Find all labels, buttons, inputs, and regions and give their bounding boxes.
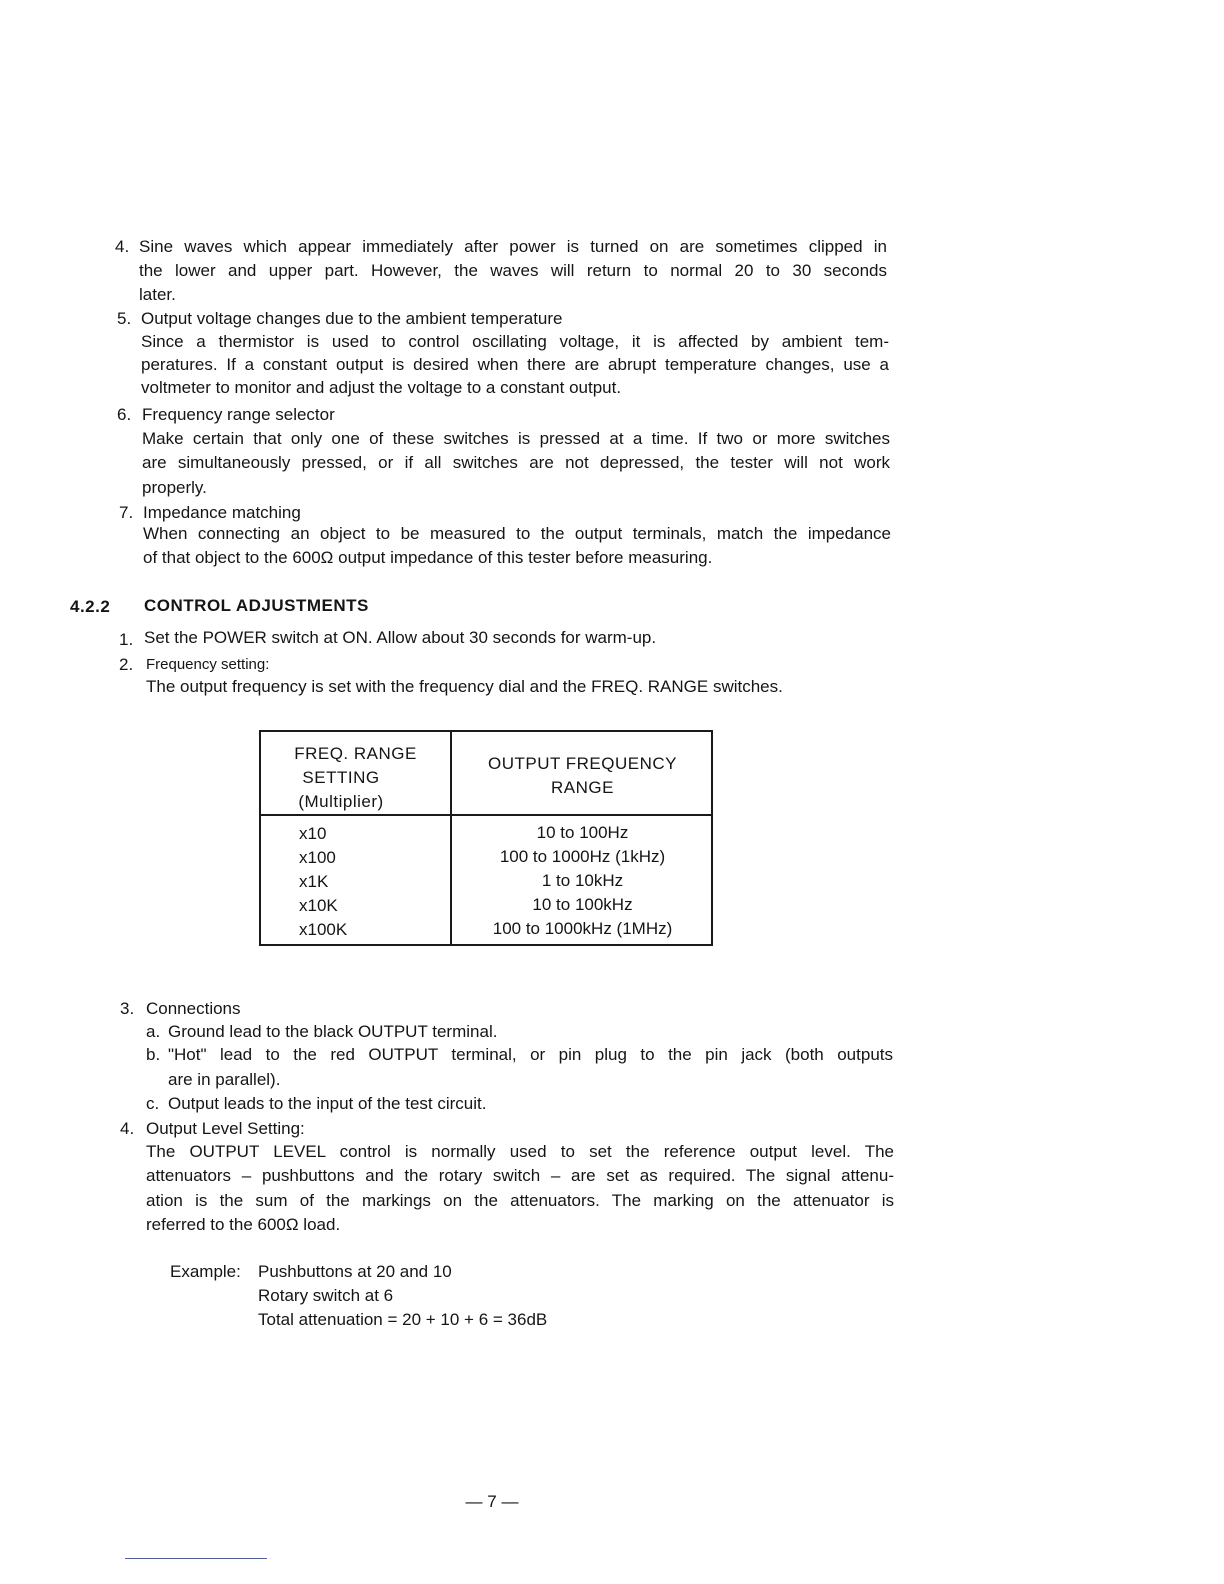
- step-3-c-label: c.: [146, 1094, 160, 1113]
- note-5-title: Output voltage changes due to the ambient temperature: [141, 309, 563, 328]
- step-4-line-2: attenuators – pushbuttons and the rotary switch – are set as required. The signal attenu-: [146, 1166, 894, 1185]
- note-5-number: 5.: [117, 309, 132, 328]
- table-header-left-line-3: (Multiplier): [298, 792, 384, 811]
- note-7-line-1: When connecting an object to be measured to the output terminals, match the impedance: [143, 524, 891, 543]
- step-1-text: Set the POWER switch at ON. Allow about 30 seconds for warm-up.: [144, 628, 657, 647]
- example-line-1: Pushbuttons at 20 and 10: [258, 1262, 452, 1281]
- table-row-1-multiplier: x10: [299, 824, 327, 843]
- section-number: 4.2.2: [70, 597, 111, 616]
- step-3-b-line-1: "Hot" lead to the red OUTPUT terminal, or pin plug to the pin jack (both outputs: [168, 1045, 893, 1064]
- note-6-title: Frequency range selector: [142, 405, 335, 424]
- step-3-b-line-2: are in parallel).: [168, 1070, 281, 1089]
- example-line-2: Rotary switch at 6: [258, 1286, 394, 1305]
- example-label: Example:: [170, 1262, 241, 1281]
- footer-rule: [125, 1558, 267, 1559]
- table-row-2-range: 100 to 1000Hz (1kHz): [499, 847, 666, 866]
- table-row-5-multiplier: x100K: [299, 920, 348, 939]
- note-5-line-2: peratures. If a constant output is desired when there are abrupt temperature changes, use a: [141, 355, 889, 374]
- step-3-b-label: b.: [146, 1045, 161, 1064]
- table-header-left-line-1: FREQ. RANGE: [294, 744, 417, 763]
- step-3-title: Connections: [146, 999, 241, 1018]
- table-row-5-range: 100 to 1000kHz (1MHz): [492, 919, 673, 938]
- step-2-title: Frequency setting:: [146, 656, 270, 673]
- step-4-title: Output Level Setting:: [146, 1119, 305, 1138]
- table-header-right-line-1: OUTPUT FREQUENCY: [487, 754, 678, 773]
- step-1-number: 1.: [119, 630, 134, 649]
- table-row-2-multiplier: x100: [299, 848, 336, 867]
- step-4-line-4: referred to the 600Ω load.: [146, 1215, 341, 1234]
- note-7-number: 7.: [119, 503, 134, 522]
- section-title: CONTROL ADJUSTMENTS: [144, 596, 369, 615]
- table-header-right-line-2: RANGE: [551, 778, 614, 797]
- note-4-line-1: Sine waves which appear immediately after power is turned on are sometimes clipped in: [139, 237, 887, 256]
- note-5-line-1: Since a thermistor is used to control oscillating voltage, it is affected by ambient tem-: [141, 332, 889, 351]
- frequency-range-table: [259, 730, 713, 946]
- step-2-number: 2.: [119, 655, 134, 674]
- step-4-line-3: ation is the sum of the markings on the attenuators. The marking on the attenuator is: [146, 1191, 894, 1210]
- table-row-4-multiplier: x10K: [299, 896, 338, 915]
- note-5-line-3: voltmeter to monitor and adjust the voltage to a constant output.: [141, 378, 622, 397]
- step-4-number: 4.: [120, 1119, 135, 1138]
- note-4-line-2: the lower and upper part. However, the waves will return to normal 20 to 30 seconds: [139, 261, 887, 280]
- note-7-title: Impedance matching: [143, 503, 301, 522]
- table-row-3-range: 1 to 10kHz: [541, 871, 624, 890]
- table-row-1-range: 10 to 100Hz: [536, 823, 629, 842]
- step-3-a-text: Ground lead to the black OUTPUT terminal.: [168, 1022, 498, 1041]
- table-header-divider: [261, 814, 711, 816]
- table-row-4-range: 10 to 100kHz: [532, 895, 633, 914]
- step-4-line-1: The OUTPUT LEVEL control is normally used to set the reference output level. The: [146, 1142, 894, 1161]
- note-7-line-2: of that object to the 600Ω output impedance of this tester before measuring.: [143, 548, 713, 567]
- note-4-line-3: later.: [139, 285, 176, 304]
- note-6-line-3: properly.: [142, 478, 207, 497]
- step-2-text: The output frequency is set with the frequency dial and the FREQ. RANGE switches.: [146, 677, 783, 696]
- step-3-a-label: a.: [146, 1022, 161, 1041]
- note-6-line-1: Make certain that only one of these switches is pressed at a time. If two or more switches: [142, 429, 890, 448]
- page-number: — 7 —: [465, 1492, 519, 1511]
- table-header-left-line-2: SETTING: [302, 768, 380, 787]
- table-row-3-multiplier: x1K: [299, 872, 329, 891]
- step-3-c-text: Output leads to the input of the test circuit.: [168, 1094, 487, 1113]
- note-6-line-2: are simultaneously pressed, or if all switches are not depressed, the tester will not work: [142, 453, 890, 472]
- step-3-number: 3.: [120, 999, 135, 1018]
- note-4-number: 4.: [115, 237, 130, 256]
- note-6-number: 6.: [117, 405, 132, 424]
- example-line-3: Total attenuation = 20 + 10 + 6 = 36dB: [258, 1310, 548, 1329]
